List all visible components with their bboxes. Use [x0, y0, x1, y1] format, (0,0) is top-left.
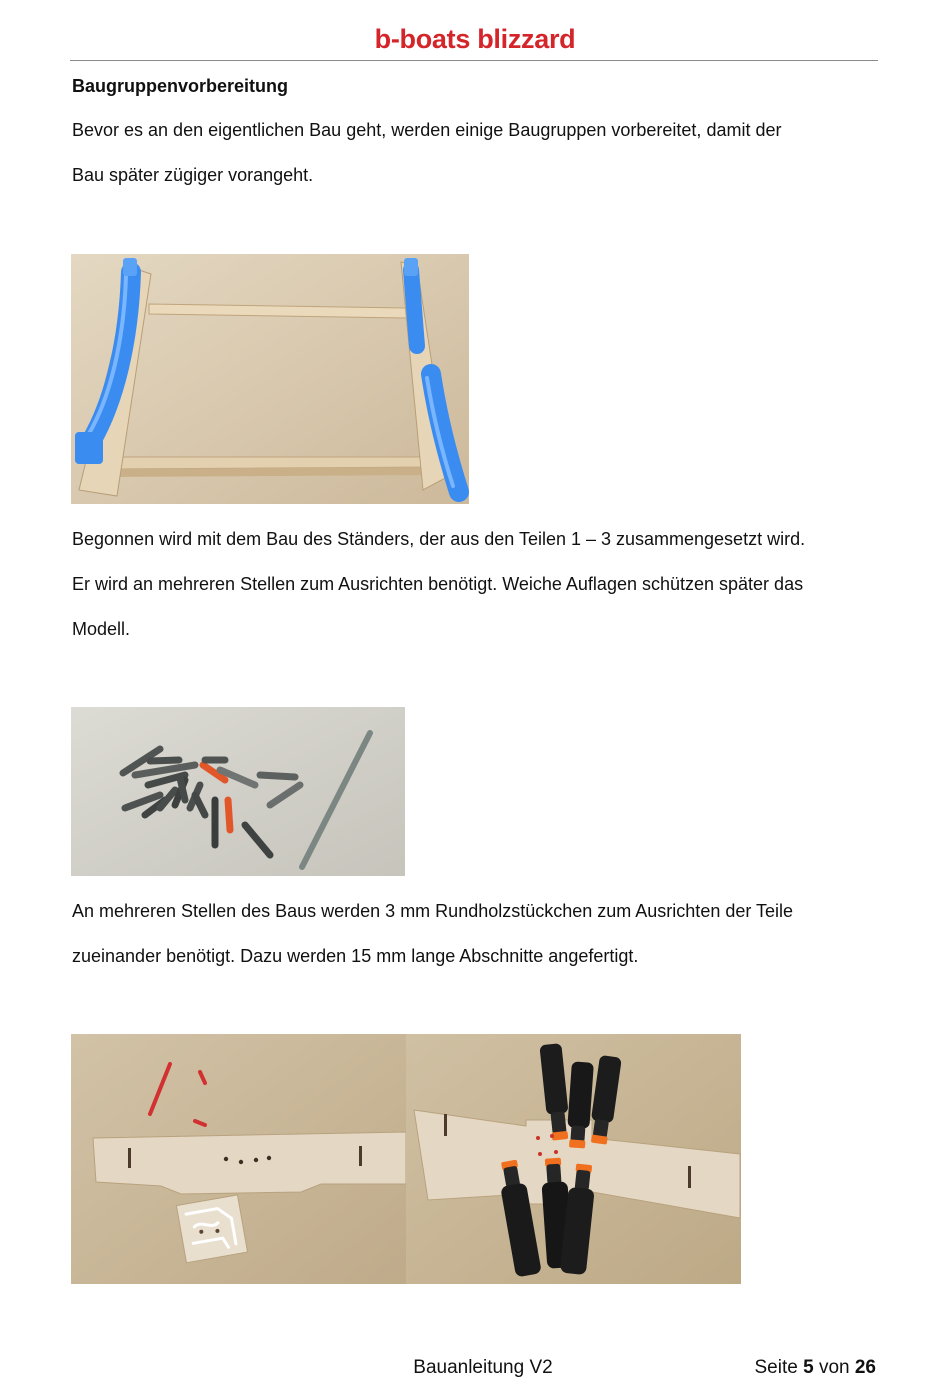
stand-paragraph [72, 517, 805, 652]
slot [128, 1148, 131, 1168]
header-rule [70, 60, 878, 61]
glue-template-piece [176, 1195, 247, 1263]
page-prefix: Seite [754, 1357, 798, 1378]
dowels-paragraph [72, 889, 793, 978]
paragraph-line: Bevor es an den eigentlichen Bau geht, werden einige Baugruppen vorbereitet, damit der [72, 120, 782, 140]
slot [359, 1146, 362, 1166]
page-total: 26 [854, 1357, 876, 1378]
footer-page-number [754, 1356, 876, 1380]
section-heading: Baugruppenvorbereitung [72, 76, 289, 96]
page-current: 5 [803, 1357, 814, 1378]
photo-clamped-assembly [406, 1034, 741, 1284]
brand-title: b-boats blizzard [374, 24, 576, 54]
paragraph-line: Er wird an mehreren Stellen zum Ausrichten benötigt. Weiche Auflagen schützen später das [72, 574, 804, 594]
photo-stand-frame [71, 254, 469, 504]
paragraph-line: Modell. [72, 619, 131, 639]
footer-doc-label: Bauanleitung V2 [413, 1357, 553, 1378]
photo-dowel-pieces [71, 707, 405, 876]
paragraph-line: Bau später zügiger vorangeht. [72, 165, 314, 185]
page-separator: von [818, 1357, 850, 1378]
intro-paragraph [72, 108, 781, 198]
slot [444, 1114, 447, 1136]
table-surface [71, 707, 405, 876]
paragraph-line: zueinander benötigt. Dazu werden 15 mm lange Abschnitte angefertigt. [72, 945, 639, 966]
photo-pair [71, 1034, 741, 1284]
slot [688, 1166, 691, 1188]
photo-plywood-part-with-dowels [71, 1034, 406, 1284]
paragraph-line: An mehreren Stellen des Baus werden 3 mm Rundholzstückchen zum Ausrichten der Teile [72, 901, 794, 921]
paragraph-line: Begonnen wird mit dem Bau des Ständers, der aus den Teilen 1 – 3 zusammengesetzt wird. [72, 529, 806, 549]
